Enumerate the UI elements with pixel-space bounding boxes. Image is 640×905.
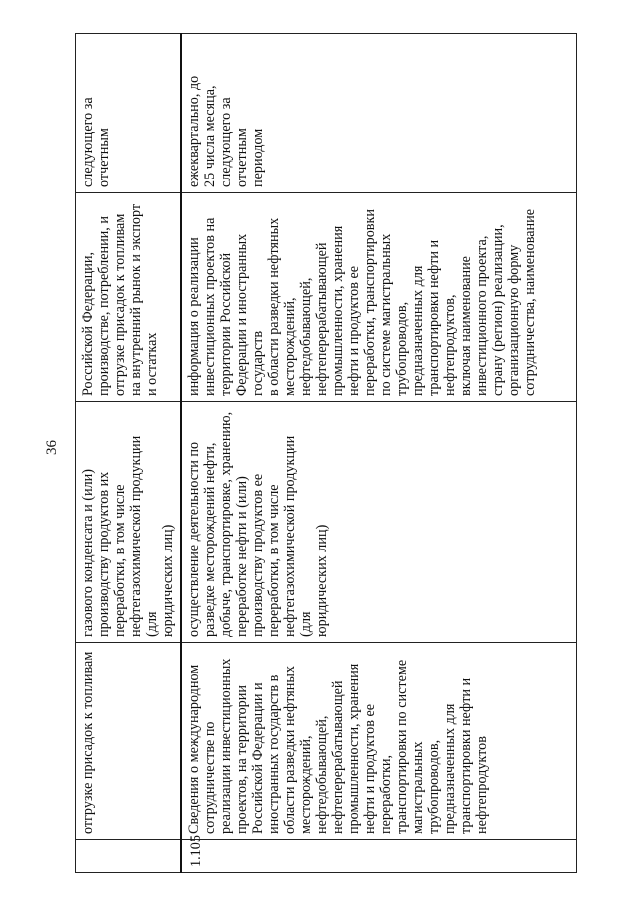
content-cell: информация о реализации инвестиционных проектов на территории Российской Федерации и иностранных государств в области разведки нефтяных месторождений, нефтедобывающей, нефтеперерабатывающей промышленности, хранения нефти и продуктов ее переработки, транспортировки по системе магистральных трубопроводов, предназначенных для транспортировки нефти и нефтепродуктов, включая наименование инвестиционного проекта, страну (регион) реализации, организационную форму сотрудничества, наименование	[181, 193, 576, 402]
statistics-table	[75, 33, 577, 873]
information-name-cell: Сведения о международном сотрудничестве по реализации инвестиционных проектов, на территории Российской Федерации и иностранных государств в области разведки нефтяных месторождений, нефтедобывающей, нефтеперерабатывающей промышленности, хранения нефти и продуктов ее переработки, транспортировки по системе магистральных трубопроводов, предназначенных для транспортировки нефти и нефтепродуктов	[181, 643, 576, 840]
row-number-cell	[76, 840, 182, 873]
content-cell: Российской Федерации, производстве, потреблении, и отгрузке присадок к топливам на внутренний рынок и экспорт и остатках	[76, 193, 182, 402]
row-number-cell: 1.105	[181, 840, 576, 873]
information-name-cell: отгрузке присадок к топливам	[76, 643, 182, 840]
table-row	[76, 34, 182, 873]
table-row	[181, 34, 576, 873]
period-cell: следующего за отчетным	[76, 34, 182, 193]
period-cell: ежеквартально, до 25 числа месяца, следующего за отчетным периодом	[181, 34, 576, 193]
page-number: 36	[44, 440, 60, 455]
activity-cell: газового конденсата и (или) производству продуктов их переработки, в том числе нефтегазохимической продукции (для юридических лиц)	[76, 402, 182, 643]
activity-cell: осуществление деятельности по разведке месторождений нефти, добыче, транспортировке, хранению, переработке нефти и (или) производству продуктов ее переработки, в том числе нефтегазохимической продукции (для юридических лиц)	[181, 402, 576, 643]
rotated-document-table	[75, 33, 565, 873]
